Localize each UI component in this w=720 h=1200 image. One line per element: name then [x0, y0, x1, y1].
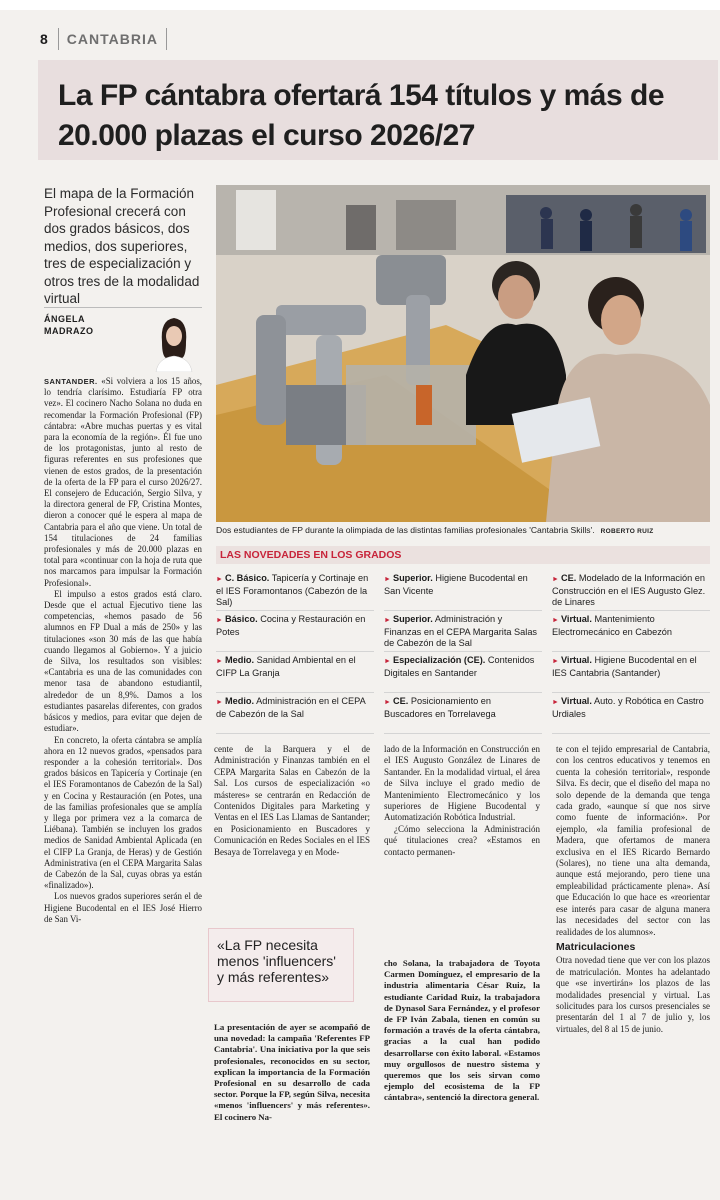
page-number: 8: [40, 31, 48, 47]
list-item: [384, 611, 542, 652]
paragraph: te con el tejido empresarial de Cantabria, con los centros educativos y tenemos en cuenta la cohesión territorial», responde Silva. Es decir, que el diseño del mapa no solo depende de la demanda que tenga cada grado, «aunque sí que nos sirve como fuente de información». Por ejemplo, «la familia profesional de Madera, que ofertamos de manera exclusiva en el IES Ricardo Bernardo (Solares), no tiene una alta demanda, aunque está mejorando, pero tiene una empleabilidad prácticamente plena». Así que Educación lo que hace es «reorientar ese interés para casar de alguna manera las necesidades del sector con las realidades de los alumnos».: [556, 744, 710, 937]
author-avatar: [152, 312, 196, 372]
pull-quote: [208, 928, 354, 1002]
novedades-grid: [216, 570, 710, 734]
arrow-icon: ►: [384, 699, 391, 706]
item-label: Medio.: [224, 655, 255, 665]
item-label: Superior.: [392, 614, 433, 624]
paragraph-text: «Si volviera a los 15 años, lo tendría clarísimo. Estudiaría FP otra vez». El cocinero Nacho Solana no duda en recomendar la Formación Profesional (FP) cántabra: «Abre muchas puertas y es vital para la economía de la región». Él fue uno de los protagonistas, junto al resto de figuras referentes en sus profesiones que vienen de estos grados, de la presentación de la oferta de la FP para el curso 2026/27. El consejero de Educación, Sergio Silva, y la directora general de FP, Cristina Montes, dieron a conocer qué le espera al mapa de Cantabria para el año que viene. Un total de 154 titulaciones de 24 familias profesionales y más de 20.000 plazas en total para «continuar con la hoja de ruta que nos marcamos para impulsar la Formación Profesional».: [44, 376, 203, 588]
list-item: [552, 693, 710, 734]
arrow-icon: ►: [384, 617, 391, 624]
item-text: Higiene Bucodental en San Vicente: [384, 573, 528, 596]
paragraph: ¿Cómo selecciona la Administración qué titulaciones crea? «Estamos en contacto permanen-: [384, 823, 540, 857]
item-label: Virtual.: [560, 696, 592, 706]
arrow-icon: ►: [216, 699, 223, 706]
list-item: [216, 652, 374, 693]
caption-text: Dos estudiantes de FP durante la olimpiada de las distintas familias profesionales 'Cantabria Skills'.: [216, 525, 595, 535]
list-item: [552, 570, 710, 611]
header-divider: [58, 28, 59, 50]
dateline: SANTANDER.: [44, 377, 98, 386]
list-item: [384, 570, 542, 611]
author-first-name: ÁNGELA: [44, 314, 85, 324]
photo-caption: [216, 525, 710, 535]
header-divider: [166, 28, 167, 50]
arrow-icon: ►: [552, 699, 559, 706]
list-item: [216, 570, 374, 611]
item-label: Virtual.: [560, 614, 592, 624]
item-label: Superior.: [392, 573, 433, 583]
article-column-4: [556, 744, 710, 1035]
paragraph: [44, 376, 202, 589]
item-label: C. Básico.: [224, 573, 270, 583]
item-text: Modelado de la Información en Construcción en el IES Augusto Glez. de Linares: [552, 573, 706, 607]
arrow-icon: ►: [552, 617, 559, 624]
item-label: Virtual.: [560, 655, 592, 665]
article-column-2: cente de la Barquera y el de Administración y Finanzas también en el CEPA Margarita Salas en Cabezón de la Sal. Los cursos de especialización «o másteres» se centrarán en Redacción de Contenidos Digitales para Marketing y Ventas en el IES Las Llamas de Santander; en Posicionamiento en Buscadores y Comunicación en Redes Sociales en el IES Besaya de Torrelavega y en Mode-: [214, 744, 370, 857]
list-item: [552, 611, 710, 652]
sidebar-column-a: La presentación de ayer se acompañó de una novedad: la campaña 'Referentes FP Cantabria'. Una iniciativa por la que seis profesionales, reconocidos en su sector, explican la importancia de la Formación Profesional en su desarrollo de cada sector. Porque la FP, según Silva, necesita «menos 'influencers' y más referentes». El cocinero Na-: [214, 1022, 370, 1122]
list-item: [552, 652, 710, 693]
paragraph: El impulso a estos grados está claro. Desde que el actual Ejecutivo tiene las competencias, «hemos pasado de 56 alumnos en FP Dual a más de 250» y las titulaciones «son 30 más de las que había cuando llegamos al Gobierno». Y a juicio de Silva, los resultados son visibles: «Cantabria es una de las comunidades con menor tasa de abandono estudiantil, alrededor de un 8,9%. Damos a los estudiantes pasarelas diferentes, con grados básicos y medios, para evitar que dejen de estudiar».: [44, 588, 202, 734]
list-item: [216, 611, 374, 652]
item-text: Cocina y Restauración en Potes: [216, 614, 366, 637]
arrow-icon: ►: [216, 658, 223, 665]
item-text: Administración y Finanzas en el CEPA Margarita Salas de Cabezón de la Sal: [384, 614, 538, 648]
arrow-icon: ►: [384, 576, 391, 583]
arrow-icon: ►: [216, 617, 223, 624]
paragraph: lado de la Información en Construcción en el IES Augusto González de Linares de Santander. En la modalidad virtual, el área de Silva incluye el grado medio de Mantenimiento Electromecánico y los superiores de Higiene Bucodental y Automatización Robótica Industrial.: [384, 744, 540, 823]
headline: La FP cántabra ofertará 154 títulos y más de 20.000 plazas el curso 2026/27: [58, 79, 665, 152]
item-text: Administración en el CEPA de Cabezón de la Sal: [216, 696, 366, 719]
pull-quote-text: «La FP necesita menos 'influencers' y más referentes»: [217, 937, 336, 985]
article-column-1: [44, 376, 202, 925]
item-label: CE.: [560, 573, 577, 583]
arrow-icon: ►: [216, 576, 223, 583]
author-last-name: MADRAZO: [44, 326, 94, 336]
list-item: [384, 693, 542, 734]
item-text: Sanidad Ambiental en el CIFP La Granja: [216, 655, 356, 678]
item-text: Tapicería y Cortinaje en el IES Foramontanos (Cabezón de la Sal): [216, 573, 369, 607]
students-photo: [216, 185, 710, 522]
paragraph: Otra novedad tiene que ver con los plazos de matriculación. Montes ha adelantado que «se invertirán» los plazos de las modalidades presencial y virtual. Las solicitudes para los cursos presenciales se presentarán del 1 al 7 de julio y, los virtuales, del 8 al 15 de junio.: [556, 955, 710, 1034]
item-label: Medio.: [224, 696, 255, 706]
list-item: [216, 693, 374, 734]
byline: [44, 313, 94, 337]
subheadline: El mapa de la Formación Profesional crecerá con dos grados básicos, dos medios, dos superiores, tres de especialización y otros tres de la modalidad virtual: [44, 186, 200, 306]
item-text: Posicionamiento en Buscadores en Torrelavega: [384, 696, 496, 719]
arrow-icon: ►: [552, 658, 559, 665]
photo-credit: ROBERTO RUIZ: [600, 528, 654, 535]
paragraph: Los nuevos grados superiores serán el de Higiene Bucodental en el IES José Hierro de San Vi-: [44, 891, 202, 924]
arrow-icon: ►: [384, 658, 391, 665]
item-label: Especialización (CE).: [392, 655, 486, 665]
subheading: Matriculaciones: [556, 940, 636, 953]
novedades-heading: LAS NOVEDADES EN LOS GRADOS: [216, 546, 710, 564]
sidebar-column-b: cho Solana, la trabajadora de Toyota Carmen Domínguez, el empresario de la industria alimentaria César Ruiz, la estudiante Caridad Ruiz, la trabajadora de Dynasol Sara Fernández, y el profesor de FP Iván Zabala, tienen en común su formación a través de la oferta cántabra, gracias a la cual han podido desarrollarse con éxito laboral. «Estamos muy orgullosos de nuestro sistema y queremos que los seis sirvan como ejemplo del ecosistema de la FP cántabra», sentenció la directora general.: [384, 958, 540, 1103]
item-text: Mantenimiento Electromecánico en Cabezón: [552, 614, 673, 637]
item-label: CE.: [392, 696, 409, 706]
item-label: Básico.: [224, 614, 258, 624]
item-text: Contenidos Digitales en Santander: [384, 655, 535, 678]
paragraph: En concreto, la oferta cántabra se amplía ahora en 12 nuevos grados, «pensados para responder a la cohesión territorial». Dos grados básicos en Tapicería y Cortinaje (en el IES Foramontanos de Cabezón de la Sal) y en Cocina y Restauración (en Potes, una de las familias profesionales que se amplía y llega por primera vez a la comarca de Liébana). También se incluyen los grados medios de Sanidad Ambiental Aplicada (en el CIFP La Granja, de Heras) y de Gestión Administrativa (en el CEPA Margarita Salas de Cabezón de la Sal, cuyas obras ya están «finalizado»).: [44, 734, 202, 891]
divider: [44, 307, 202, 308]
item-text: Higiene Bucodental en el IES Cantabria (Santander): [552, 655, 697, 678]
page-header: [40, 26, 167, 52]
section-name: CANTABRIA: [66, 31, 158, 47]
headline-box: [38, 60, 718, 160]
top-margin: [0, 0, 720, 10]
arrow-icon: ►: [552, 576, 559, 583]
item-text: Auto. y Robótica en Castro Urdiales: [552, 696, 704, 719]
list-item: [384, 652, 542, 693]
article-column-3: [384, 744, 540, 858]
